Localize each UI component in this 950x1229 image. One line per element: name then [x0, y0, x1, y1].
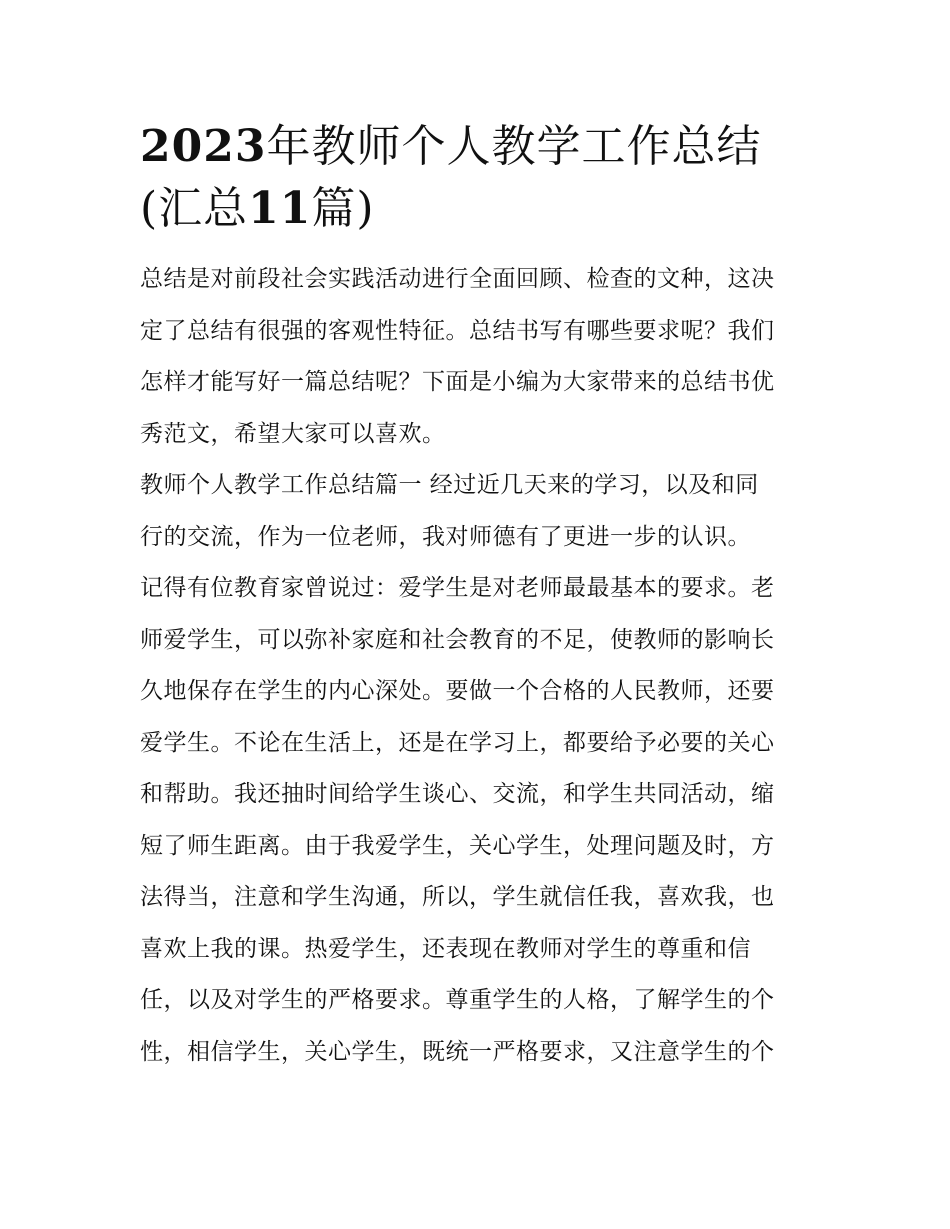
- title-prefix: (汇总: [140, 183, 249, 234]
- title-text: 年教师个人教学工作总结: [266, 121, 762, 172]
- title-year: 2023: [140, 121, 267, 172]
- paragraph-line: 教师个人教学工作总结篇一 经过近几天来的学习，以及和同: [140, 472, 759, 498]
- paragraph-intro: [140, 254, 812, 460]
- paragraph-line: 行的交流，作为一位老师，我对师德有了更进一步的认识。: [140, 523, 751, 550]
- paragraph-line: 和帮助。我还抽时间给学生谈心、交流，和学生共同活动，缩: [140, 781, 775, 807]
- paragraph-line: 秀范文，希望大家可以喜欢。: [140, 420, 446, 447]
- paragraph-body: [140, 563, 812, 1078]
- title-line-2: [140, 178, 812, 240]
- paragraph-line: 怎样才能写好一篇总结呢？下面是小编为大家带来的总结书优: [140, 369, 775, 395]
- paragraph-line: 法得当，注意和学生沟通，所以，学生就信任我，喜欢我，也: [140, 884, 775, 910]
- paragraph-line: 总结是对前段社会实践活动进行全面回顾、检查的文种，这决: [140, 266, 775, 292]
- document-title: [140, 116, 812, 240]
- paragraph-line: 爱学生。不论在生活上，还是在学习上，都要给予必要的关心: [140, 729, 775, 756]
- title-count: 11: [248, 183, 312, 234]
- paragraph-line: 性，相信学生，关心学生，既统一严格要求，又注意学生的个: [140, 1038, 775, 1065]
- paragraph-section-1-intro: [140, 460, 812, 563]
- paragraph-line: 任，以及对学生的严格要求。尊重学生的人格，了解学生的个: [140, 987, 775, 1013]
- document-content: [140, 116, 812, 1078]
- paragraph-line: 师爱学生，可以弥补家庭和社会教育的不足，使教师的影响长: [140, 626, 775, 653]
- paragraph-line: 久地保存在学生的内心深处。要做一个合格的人民教师，还要: [140, 678, 775, 704]
- paragraph-line: 记得有位教育家曾说过：爱学生是对老师最最基本的要求。老: [140, 575, 775, 601]
- title-line-1: [140, 116, 812, 178]
- paragraph-line: 定了总结有很强的客观性特征。总结书写有哪些要求呢？我们: [140, 317, 775, 344]
- paragraph-line: 喜欢上我的课。热爱学生，还表现在教师对学生的尊重和信: [140, 935, 751, 962]
- paragraph-line: 短了师生距离。由于我爱学生，关心学生，处理问题及时，方: [140, 832, 775, 859]
- title-suffix: 篇): [311, 183, 375, 234]
